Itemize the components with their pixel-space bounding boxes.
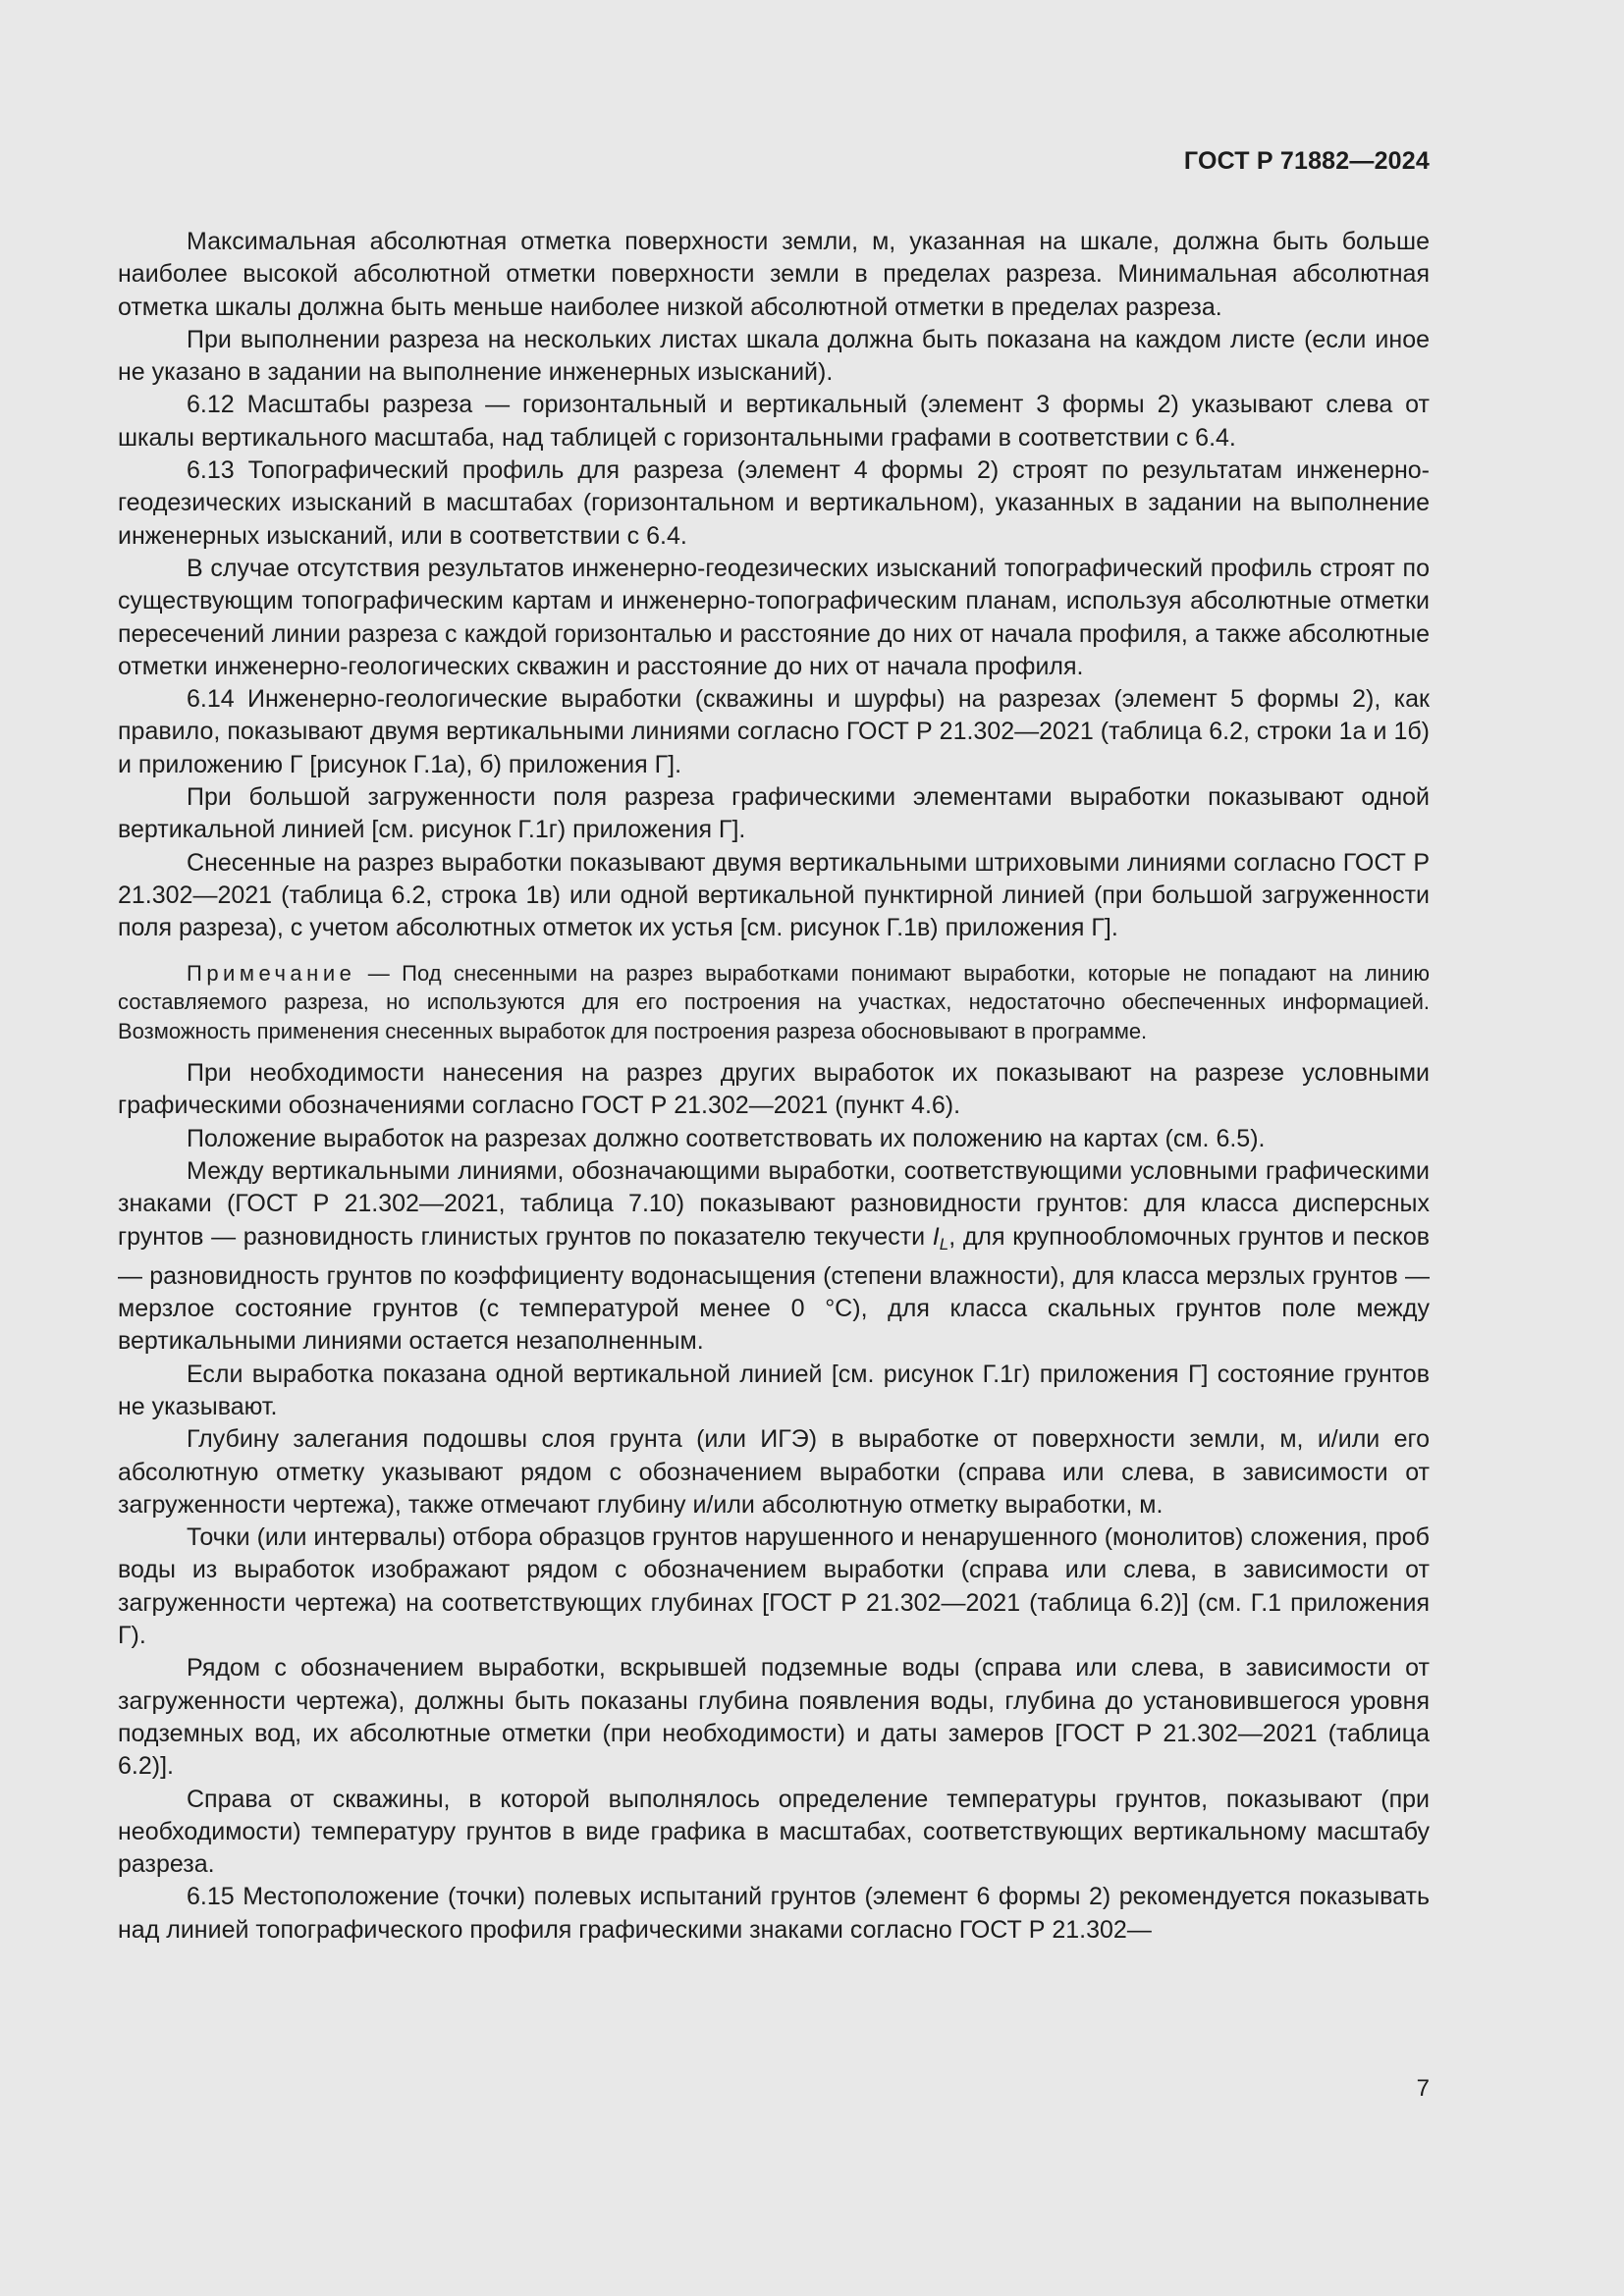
note-label: Примечание bbox=[187, 960, 356, 986]
paragraph-max-elevation: Максимальная абсолютная отметка поверхности земли, м, указанная на шкале, должна быть больше наиболее высокой абсолютной отметки поверхности земли в пределах разреза. Минимальная абсолютная отметка шкалы должна быть меньше наиболее низкой абсолютной отметки в пределах разреза. bbox=[118, 228, 1430, 321]
note-block bbox=[118, 959, 1430, 1046]
paragraph-projected-workings: Снесенные на разрез выработки показывают двумя вертикальными штриховыми линиями согласно ГОСТ Р 21.302—2021 (таблица 6.2, строка 1в) или одной вертикальной пунктирной линией (при большой загруженности поля разреза), с учетом абсолютных отметок их устья [см. рисунок Г.1в) приложения Г]. bbox=[118, 848, 1430, 942]
paragraph-layer-depth: Глубину залегания подошвы слоя грунта (или ИГЭ) в выработке от поверхности земли, м, и/или его абсолютную отметку указывают рядом с обозначением выработки (справа или слева, в зависимости от загруженности чертежа), также отмечают глубину и/или абсолютную отметку выработки, м. bbox=[118, 1425, 1430, 1519]
paragraph-6-13: 6.13 Топографический профиль для разреза (элемент 4 формы 2) строят по результатам инженерно-геодезических изысканий в масштабах (горизонтальном и вертикальном), указанных в задании на выполнение инженерных изысканий, или в соответствии с 6.4. bbox=[118, 456, 1430, 550]
paragraph-sampling-points: Точки (или интервалы) отбора образцов грунтов нарушенного и ненарушенного (монолитов) сложения, проб воды из выработок изображают рядом с обозначением выработки (справа или слева, в зависимости от загруженности чертежа) на соответствующих глубинах [ГОСТ Р 21.302—2021 (таблица 6.2)] (см. Г.1 приложения Г). bbox=[118, 1523, 1430, 1650]
paragraph-soil-varieties bbox=[118, 1155, 1430, 1359]
paragraph-high-load: При большой загруженности поля разреза графическими элементами выработки показывают одной вертикальной линией [см. рисунок Г.1г) приложения Г]. bbox=[118, 783, 1430, 844]
soil-varieties-text-before: Между вертикальными линиями, обозначающими выработки, соответствующими условными графическими знаками (ГОСТ Р 21.302—2021, таблица 7.10) показывают разновидности грунтов: для класса дисперсных грунтов — разновидность глинистых грунтов по показателю текучести bbox=[118, 1156, 1430, 1251]
document-body bbox=[118, 226, 1430, 1947]
paragraph-soil-temperature: Справа от скважины, в которой выполнялось определение температуры грунтов, показывают (при необходимости) температуру грунтов в виде графика в масштабах, соответствующих вертикальному масштабу разреза. bbox=[118, 1785, 1430, 1879]
liquidity-index-subscript: L bbox=[939, 1234, 949, 1254]
paragraph-6-14: 6.14 Инженерно-геологические выработки (скважины и шурфы) на разрезах (элемент 5 формы 2), как правило, показывают двумя вертикальными линиями согласно ГОСТ Р 21.302—2021 (таблица 6.2, строки 1а и 1б) и приложению Г [рисунок Г.1а), б) приложения Г]. bbox=[118, 685, 1430, 778]
paragraph-other-workings: При необходимости нанесения на разрез других выработок их показывают на разрезе условными графическими обозначениями согласно ГОСТ Р 21.302—2021 (пункт 4.6). bbox=[118, 1059, 1430, 1120]
note-text: — Под снесенными на разрез выработками понимают выработки, которые не попадают на линию составляемого разреза, но используются для его построения на участках, недостаточно обеспеченных информацией. Возможность применения снесенных выработок для построения разреза обосновывают в программе. bbox=[118, 960, 1430, 1043]
paragraph-single-line-state: Если выработка показана одной вертикальной линией [см. рисунок Г.1г) приложения Г] состояние грунтов не указывают. bbox=[118, 1360, 1430, 1420]
paragraph-6-12: 6.12 Масштабы разреза — горизонтальный и вертикальный (элемент 3 формы 2) указывают слева от шкалы вертикального масштаба, над таблицей с горизонтальными графами в соответствии с 6.4. bbox=[118, 391, 1430, 452]
soil-varieties-text-after: , для крупнообломочных грунтов и песков — разновидность грунтов по коэффициенту водонасыщения (степени влажности), для класса мерзлых грунтов — мерзлое состояние грунтов (с температурой менее 0 °С), для класса скальных грунтов поле между вертикальными линиями остается незаполненным. bbox=[118, 1222, 1430, 1356]
paragraph-6-15: 6.15 Местоположение (точки) полевых испытаний грунтов (элемент 6 формы 2) рекомендуется показывать над линией топографического профиля графическими знаками согласно ГОСТ Р 21.302— bbox=[118, 1883, 1430, 1944]
paragraph-groundwater: Рядом с обозначением выработки, вскрывшей подземные воды (справа или слева, в зависимости от загруженности чертежа), должны быть показаны глубина появления воды, глубина до установившегося уровня подземных вод, их абсолютные отметки (при необходимости) и даты замеров [ГОСТ Р 21.302—2021 (таблица 6.2)]. bbox=[118, 1654, 1430, 1781]
document-number-header: ГОСТ Р 71882—2024 bbox=[1183, 147, 1430, 175]
paragraph-multiple-sheets: При выполнении разреза на нескольких листах шкала должна быть показана на каждом листе (если иное не указано в задании на выполнение инженерных изысканий). bbox=[118, 325, 1430, 387]
paragraph-workings-position: Положение выработок на разрезах должно соответствовать их положению на картах (см. 6.5). bbox=[187, 1124, 1266, 1152]
paragraph-no-survey-results: В случае отсутствия результатов инженерно-геодезических изысканий топографический профиль строят по существующим топографическим картам и инженерно-топографическим планам, используя абсолютные отметки пересечений линии разреза с каждой горизонталью и расстояние до них от начала профиля, а также абсолютные отметки инженерно-геологических скважин и расстояние до них от начала профиля. bbox=[118, 554, 1430, 680]
liquidity-index-symbol: I bbox=[932, 1222, 940, 1251]
page-number: 7 bbox=[1416, 2075, 1430, 2102]
